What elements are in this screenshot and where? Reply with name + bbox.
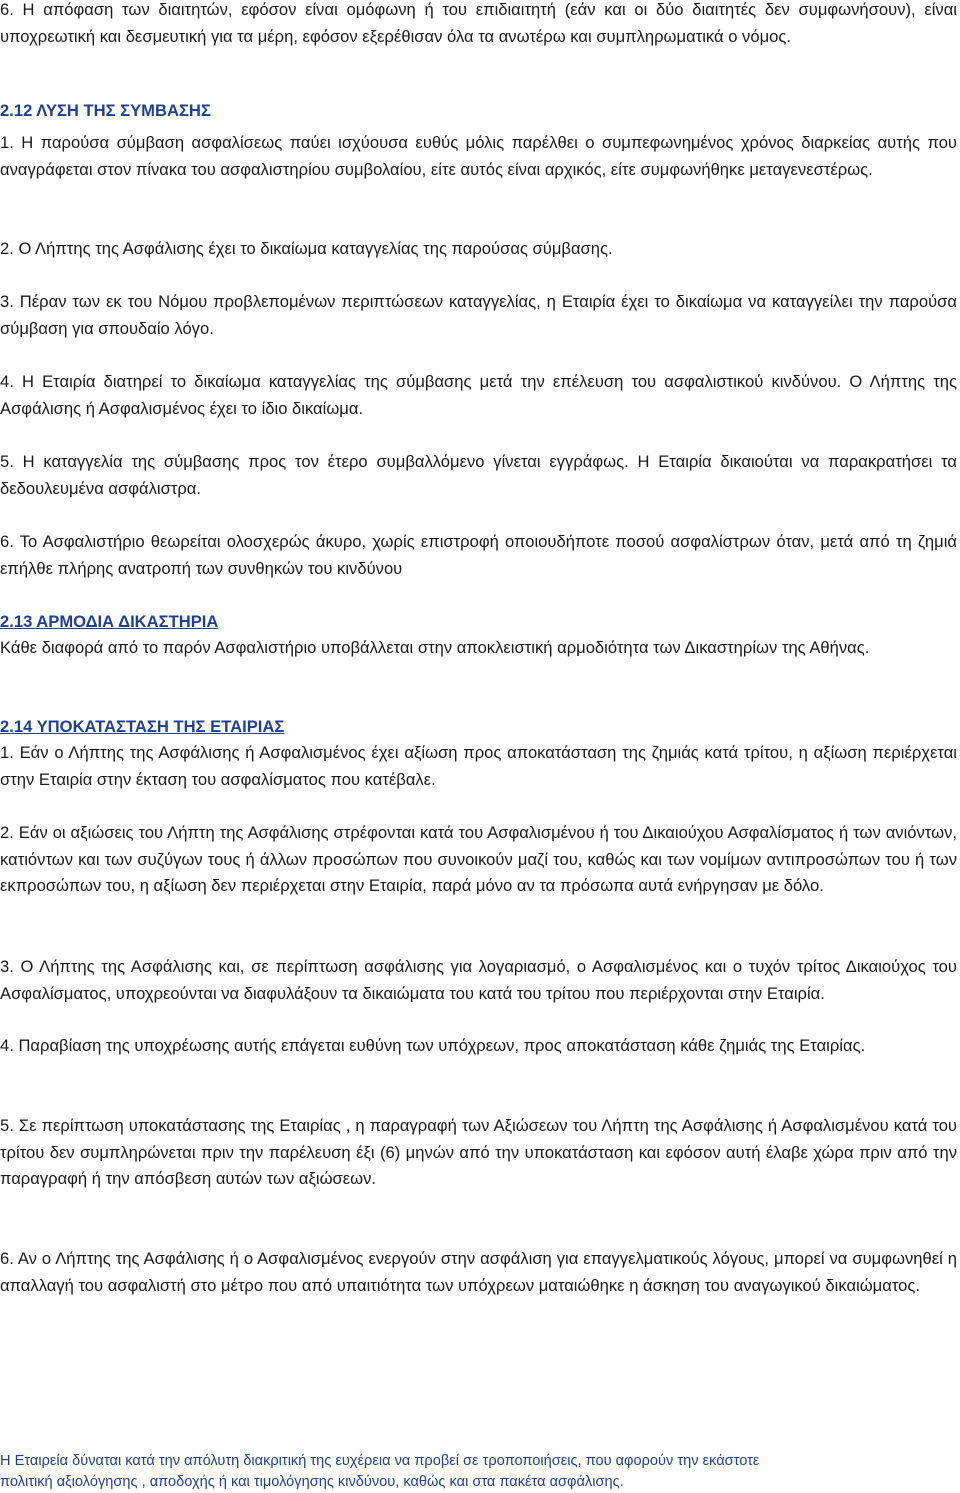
subrogation-item-1: 1. Εάν ο Λήπτης της Ασφάλισης ή Ασφαλισμένος έχει αξίωση προς αποκατάσταση της ζημιάς κατά τρίτου, η αξίωση περιέρχεται στην Εταιρία στην έκταση του ασφαλίσματος που κατέβαλε. [0, 743, 957, 789]
termination-item-2: 2. Ο Λήπτης της Ασφάλισης έχει το δικαίωμα καταγγελίας της παρούσας σύμβασης. [0, 239, 613, 258]
jurisdiction-text: Κάθε διαφορά από το παρόν Ασφαλιστήριο υποβάλλεται στην αποκλειστική αρμοδιότητα των Δικαστηρίων της Αθήνας. [0, 638, 870, 657]
subrogation-item-3: 3. Ο Λήπτης της Ασφάλισης και, σε περίπτωση ασφάλισης για λογαριασμό, ο Ασφαλισμένος και ο τυχόν τρίτος Δικαιούχος του Ασφαλίσματος, υποχρεούνται να διαφυλάξουν τα δικαιώματα του κατά του τρίτου που περιέρχονται στην Εταιρία. [0, 957, 957, 1003]
section-heading-2-12: 2.12 ΛΥΣΗ ΤΗΣ ΣΥΜΒΑΣΗΣ [0, 101, 211, 120]
termination-item-4: 4. Η Εταιρία διατηρεί το δικαίωμα καταγγελίας της σύμβασης μετά την επέλευση του ασφαλιστικού κινδύνου. Ο Λήπτης της Ασφάλισης ή Ασφαλισμένος έχει το ίδιο δικαίωμα. [0, 372, 957, 418]
section-heading-2-14: 2.14 ΥΠΟΚΑΤΑΣΤΑΣΗ ΤΗΣ ΕΤΑΙΡΙΑΣ [0, 717, 285, 736]
section-heading-2-13: 2.13 ΑΡΜΟΔΙΑ ΔΙΚΑΣΤΗΡΙΑ [0, 612, 219, 631]
subrogation-item-4: 4. Παραβίαση της υποχρέωσης αυτής επάγεται ευθύνη των υπόχρεων, προς αποκατάσταση κάθε ζημιάς της Εταιρίας. [0, 1036, 866, 1055]
page-footer [0, 1451, 960, 1492]
subrogation-item-5: 5. Σε περίπτωση υποκατάστασης της Εταιρίας , η παραγραφή των Αξιώσεων του Λήπτη της Ασφάλισης ή Ασφαλισμένου κατά του τρίτου δεν συμπληρώνεται πριν την παρέλευση έξι (6) μηνών από την υποκατάσταση και εφόσον αυτή έλαβε χώρα πριν από την παραγραφή ή την απόσβεση αυτών των αξιώσεων. [0, 1116, 957, 1189]
arbitration-paragraph-6: 6. Η απόφαση των διαιτητών, εφόσον είναι ομόφωνη ή του επιδιαιτητή (εάν και οι δύο διαιτητές δεν συμφωνήσουν), είναι υποχρεωτική και δεσμευτική για τα μέρη, εφόσον εξερέθισαν όλα τα ανωτέρω και συμπληρωματικά ο νόμος. [0, 0, 957, 46]
subrogation-item-2: 2. Εάν οι αξιώσεις του Λήπτη της Ασφάλισης στρέφονται κατά του Ασφαλισμένου ή του Δικαιούχου Ασφαλίσματος ή των ανιόντων, κατιόντων και των συζύγων τους ή άλλων προσώπων που συνοικούν μαζί του, καθώς και των νομίμων αντιπροσώπων του ή των εκπροσώπων του, η αξίωση δεν περιέρχεται στην Εταιρία, παρά μόνο αν τα πρόσωπα αυτά ενήργησαν με δόλο. [0, 823, 957, 896]
footer-line-1: Η Εταιρεία δύναται κατά την απόλυτη διακριτική της ευχέρεια να προβεί σε τροποποιήσεις, που αφορούν την εκάστοτε [0, 1453, 760, 1469]
termination-item-5: 5. Η καταγγελία της σύμβασης προς τον έτερο συμβαλλόμενο γίνεται εγγράφως. Η Εταιρία δικαιούται να παρακρατήσει τα δεδουλευμένα ασφάλιστρα. [0, 452, 957, 498]
termination-item-6: 6. Το Ασφαλιστήριο θεωρείται ολοσχερώς άκυρο, χωρίς επιστροφή οποιουδήποτε ποσού ασφαλίστρων όταν, μετά από τη ζημιά επήλθε πλήρης ανατροπή των συνθηκών του κινδύνου [0, 532, 957, 578]
subrogation-item-6: 6. Αν ο Λήπτης της Ασφάλισης ή ο Ασφαλισμένος ενεργούν στην ασφάλιση για επαγγελματικούς λόγους, μπορεί να συμφωνηθεί η απαλλαγή του ασφαλιστή στο μέτρο που από υπαιτιότητα των υπόχρεων ματαιώθηκε η άσκηση του αναγωγικού δικαιώματος. [0, 1249, 957, 1295]
footer-line-2: πολιτική αξιολόγησης , αποδοχής ή και τιμολόγησης κινδύνου, καθώς και στα πακέτα ασφάλισης. [0, 1473, 624, 1490]
termination-item-3: 3. Πέραν των εκ του Νόμου προβλεπομένων περιπτώσεων καταγγελίας, η Εταιρία έχει το δικαίωμα να καταγγείλει την παρούσα σύμβαση για σπουδαίο λόγο. [0, 292, 957, 338]
termination-item-1: 1. Η παρούσα σύμβαση ασφαλίσεως παύει ισχύουσα ευθύς μόλις παρέλθει ο συμπεφωνημένος χρόνος διαρκείας αυτής που αναγράφεται στον πίνακα του ασφαλιστηρίου συμβολαίου, είτε αυτός είναι αρχικός, είτε συμφωνήθηκε μεταγενεστέρως. [0, 133, 957, 179]
